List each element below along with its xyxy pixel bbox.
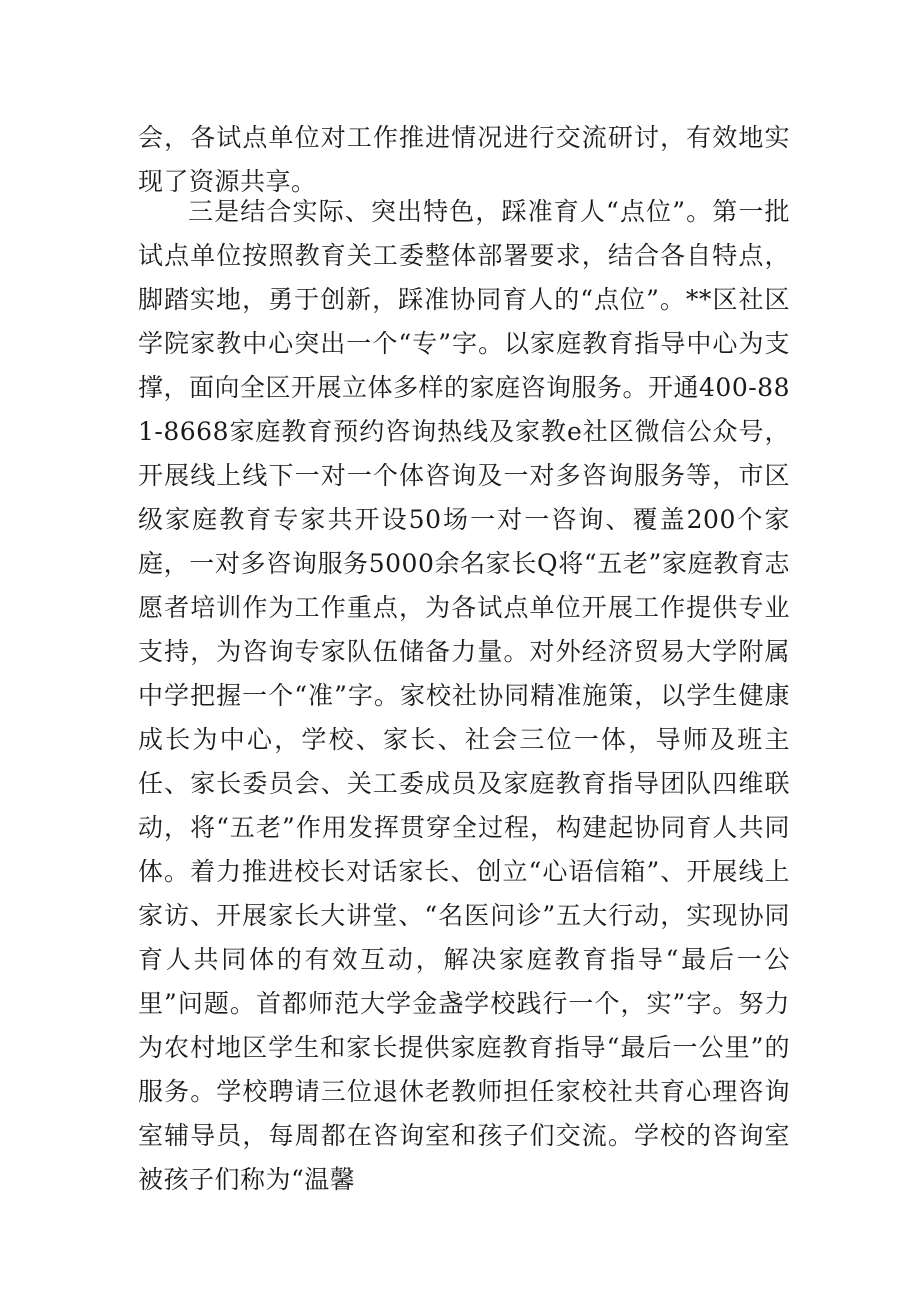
- paragraph-main: [138, 190, 790, 1202]
- paragraph-text: 三是结合实际、突出特色，踩准育人“点位”。第一批试点单位按照教育关工委整体部署要求，结合各自特点，脚踏实地，勇于创新，踩准协同育人的“点位”。**区社区学院家教中心突出一个“专”字。以家庭教育指导中心为支撑，面向全区开展立体多样的家庭咨询服务。开通400-881-8668家庭教育预约咨询热线及家教e社区微信公众号，开展线上线下一对一个体咨询及一对多咨询服务等，市区级家庭教育专家共开设50场一对一咨询、覆盖200个家庭，一对多咨询服务5000余名家长Q将“五老”家庭教育志愿者培训作为工作重点，为各试点单位开展工作提供专业支持，为咨询专家队伍储备力量。对外经济贸易大学附属中学把握一个“准”字。家校社协同精准施策，以学生健康成长为中心，学校、家长、社会三位一体，导师及班主任、家长委员会、关工委成员及家庭教育指导团队四维联动，将“五老”作用发挥贯穿全过程，构建起协同育人共同体。着力推进校长对话家长、创立“心语信箱”、开展线上家访、开展家长大讲堂、“名医问诊”五大行动，实现协同育人共同体的有效互动，解决家庭教育指导“最后一公里”问题。首都师范大学金盏学校践行一个，实”字。努力为农村地区学生和家长提供家庭教育指导“最后一公里”的服务。学校聘请三位退休老教师担任家校社共育心理咨询室辅导员，每周都在咨询室和孩子们交流。学校的咨询室被孩子们称为“温馨: [138, 197, 790, 1194]
- paragraph-text: 会，各试点单位对工作推进情况进行交流研讨，有效地实现了资源共享。: [138, 123, 790, 196]
